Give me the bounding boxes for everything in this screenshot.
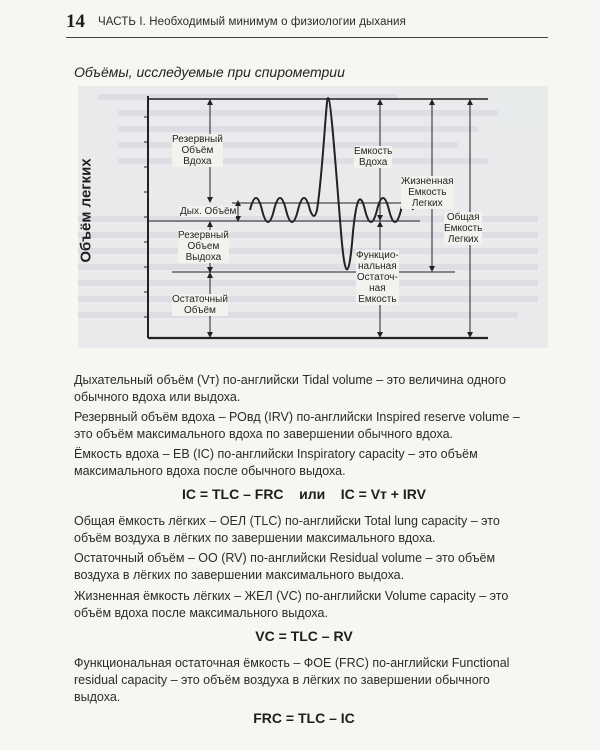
rv-label: Остаточный Объём	[172, 294, 228, 316]
para-irv: Резервный объём вдоха – РОвд (IRV) по-английски Inspired reserve volume – это объём максимального вдоха по завершении обычного вдоха.	[74, 410, 520, 441]
para-vc: Жизненная ёмкость лёгких – ЖЕЛ (VC) по-английски Volume capacity – это объём вдоха после максимального выдоха.	[74, 589, 509, 620]
tlc-label: Общая Емкость Легких	[444, 212, 483, 245]
y-axis-title: Объём легких	[77, 158, 95, 263]
para-frc: Функциональная остаточная ёмкость – ФОЕ (FRC) по-английски Functional residual capacity – это объём воздуха в лёгких по завершении обычного выдоха.	[74, 656, 510, 704]
ic-label: Емкость Вдоха	[354, 146, 393, 168]
para-tlc: Общая ёмкость лёгких – ОЕЛ (TLC) по-английски Total lung capacity – это объём воздуха в лёгких по завершении максимального вдоха.	[74, 514, 500, 545]
para-ic: Ёмкость вдоха – ЕВ (IC) по-английски Inspiratory capacity – это объём максимального вдоха после обычного выдоха.	[74, 447, 478, 478]
spirometry-figure	[60, 82, 560, 360]
frc-label: Функцио- нальная Остаточ- ная Емкость	[356, 250, 399, 305]
vc-label: Жизненная Емкость Легких	[401, 176, 454, 209]
page-header	[0, 0, 600, 44]
irv-label: Резервный Объём Вдоха	[172, 134, 223, 167]
para-tidal-volume: Дыхательный объём (Vт) по-английски Tidal volume – это величина одного обычного вдоха или выдоха.	[74, 373, 506, 404]
tv-label: Дых. Объём	[180, 206, 237, 217]
para-rv: Остаточный объём – ОО (RV) по-английски Residual volume – это объём воздуха в лёгких по завершении максимального выдоха.	[74, 551, 496, 582]
spirogram-curve	[250, 98, 413, 270]
spirometry-diagram	[60, 82, 560, 360]
formula-frc: FRC = TLC – IC	[253, 710, 355, 726]
figure-caption: Объёмы, исследуемые при спирометрии	[74, 64, 345, 80]
running-head: ЧАСТЬ I. Необходимый минимум о физиологии дыхания	[98, 16, 406, 28]
erv-label: Резервный Объем Выдоха	[178, 230, 229, 263]
header-rule	[66, 37, 548, 38]
page-number: 14	[66, 11, 85, 32]
formula-vc: VC = TLC – RV	[255, 628, 353, 644]
formula-ic: IC = TLC – FRC или IC = Vт + IRV	[182, 486, 426, 502]
